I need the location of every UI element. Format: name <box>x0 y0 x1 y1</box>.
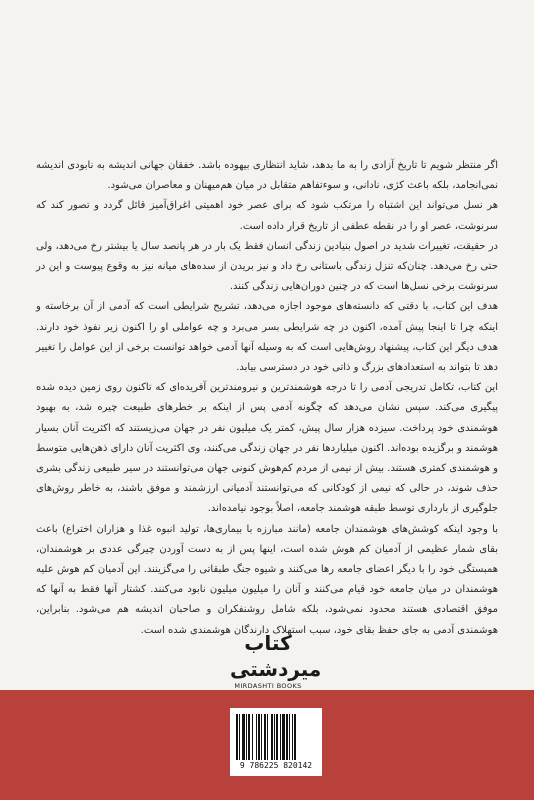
paragraph: اگر منتظر شویم تا تاریخ آزادی را به ما بدهد، شاید انتظاری بیهوده باشد. خفقان جهانی اندیشه به نابودی اندیشه نمی‌انجامد، بلکه باعث کژی، نادانی، و سوءتفاهم متقابل در میان هم‌میهنان و معاصران می‌شود. <box>36 160 498 192</box>
publisher-name: MIRDASHTI BOOKS <box>234 682 302 690</box>
paragraph: در حقیقت، تغییرات شدید در اصول بنیادین زندگی انسان فقط یک بار در هر پانصد سال یا بیشتر رخ می‌دهد، ولی حتی رخ می‌دهد. چنان‌که تنزل زندگی باستانی رخ داد و نیز بریدن از سده‌های میانه نیز به وقوع پیوست و این در سرنوشت برخی نسل‌ها است که در چنین دوران‌هایی زندگی کنند. <box>36 240 498 293</box>
paragraph: هدف این کتاب، با دقتی که دانسته‌های موجود اجازه می‌دهد، تشریح شرایطی است که آدمی از آن برخاسته و اینکه چرا تا اینجا پیش آمده، اکنون در چه شرایطی بسر می‌برد و چه عواملی او را اکنون زیر نفوذ خود دارند. هدف دیگر این کتاب، پیشنهاد روش‌هایی است که به وسیله آنها آدمی خواهد توانست برخی از این عوامل را تغییر دهد تا بتواند به استعدادهای بزرگ و ذاتی خود در دسترسی بیابد. <box>36 301 498 374</box>
barcode-icon <box>236 714 316 760</box>
barcode-label <box>230 708 322 776</box>
isbn-number: 9 786225 820142 <box>239 761 313 770</box>
paragraph: با وجود اینکه کوشش‌های هوشمندان جامعه (مانند مبارزه با بیماری‌ها، تولید انبوه غذا و هزاران اختراع) باعث بقای شمار عظیمی از آدمیان کم هوش شده است، اینها پس از به دست آوردن چیرگی عددی بر هوشمندان، همبستگی خود را با دیگر اعضای جامعه رها می‌کنند و شیوه جنگ طبقاتی را می‌گزینند. این آدمیان کم هوش علیه هوشمندان در میان جامعه خود قیام می‌کنند و آنان را میلیون میلیون نابود می‌کنند. کشتار آنها فقط به آنها که موفق اقتصادی هستند محدود نمی‌شود، بلکه شامل روشنفکران و صاحبان اندیشه هم می‌شود. بنابراین، هوشمندی آدمی به جای حفظ بقای خود، سبب استهلاک دارندگان هوشمندی شده است. <box>36 523 498 636</box>
paragraph: هر نسل می‌تواند این اشتباه را مرتکب شود که برای عصر خود اهمیتی اغراق‌آمیز قائل گردد و تصور کند که سرنوشت، عصر او را در نقطه عطفی از تاریخ قرار داده است. <box>36 200 498 232</box>
publisher-logo-mark: کتاب میردشتی <box>230 631 322 681</box>
paragraph: این کتاب، تکامل تدریجی آدمی را تا درجه هوشمندترین و نیرومندترین آفریده‌ای که تاکنون روی زمین دیده شده پیگیری می‌کند. سپس نشان می‌دهد که چگونه آدمی پس از اینکه بر خطرهای طبیعت چیره شد، به بهبود هوشمندی خود پرداخت. سیزده هزار سال پیش، کمتر یک میلیون نفر در جهان می‌زیستند که اکثریت آنان بسیار هوشمند و برگزیده بوده‌اند. اکنون میلیاردها نفر در جهان زندگی می‌کنند، وی اکثریت آنان دارای ذهن‌هایی متوسط و هوشمندی کمتری هستند. بیش از نیمی از مردم کم‌هوش کنونی جهان می‌توانستند در سیر طبیعی زندگی بشری حذف شوند، در حالی که نیمی از کودکانی که می‌توانستند آدمیانی ارزشمند و موفق باشند، به خاطر روش‌های جلوگیری از بارداری توسط طبقه هوشمند جامعه، اصلاً بوجود نیامده‌اند. <box>36 382 498 515</box>
blurb-text <box>36 156 498 641</box>
publisher-logo <box>230 630 322 690</box>
